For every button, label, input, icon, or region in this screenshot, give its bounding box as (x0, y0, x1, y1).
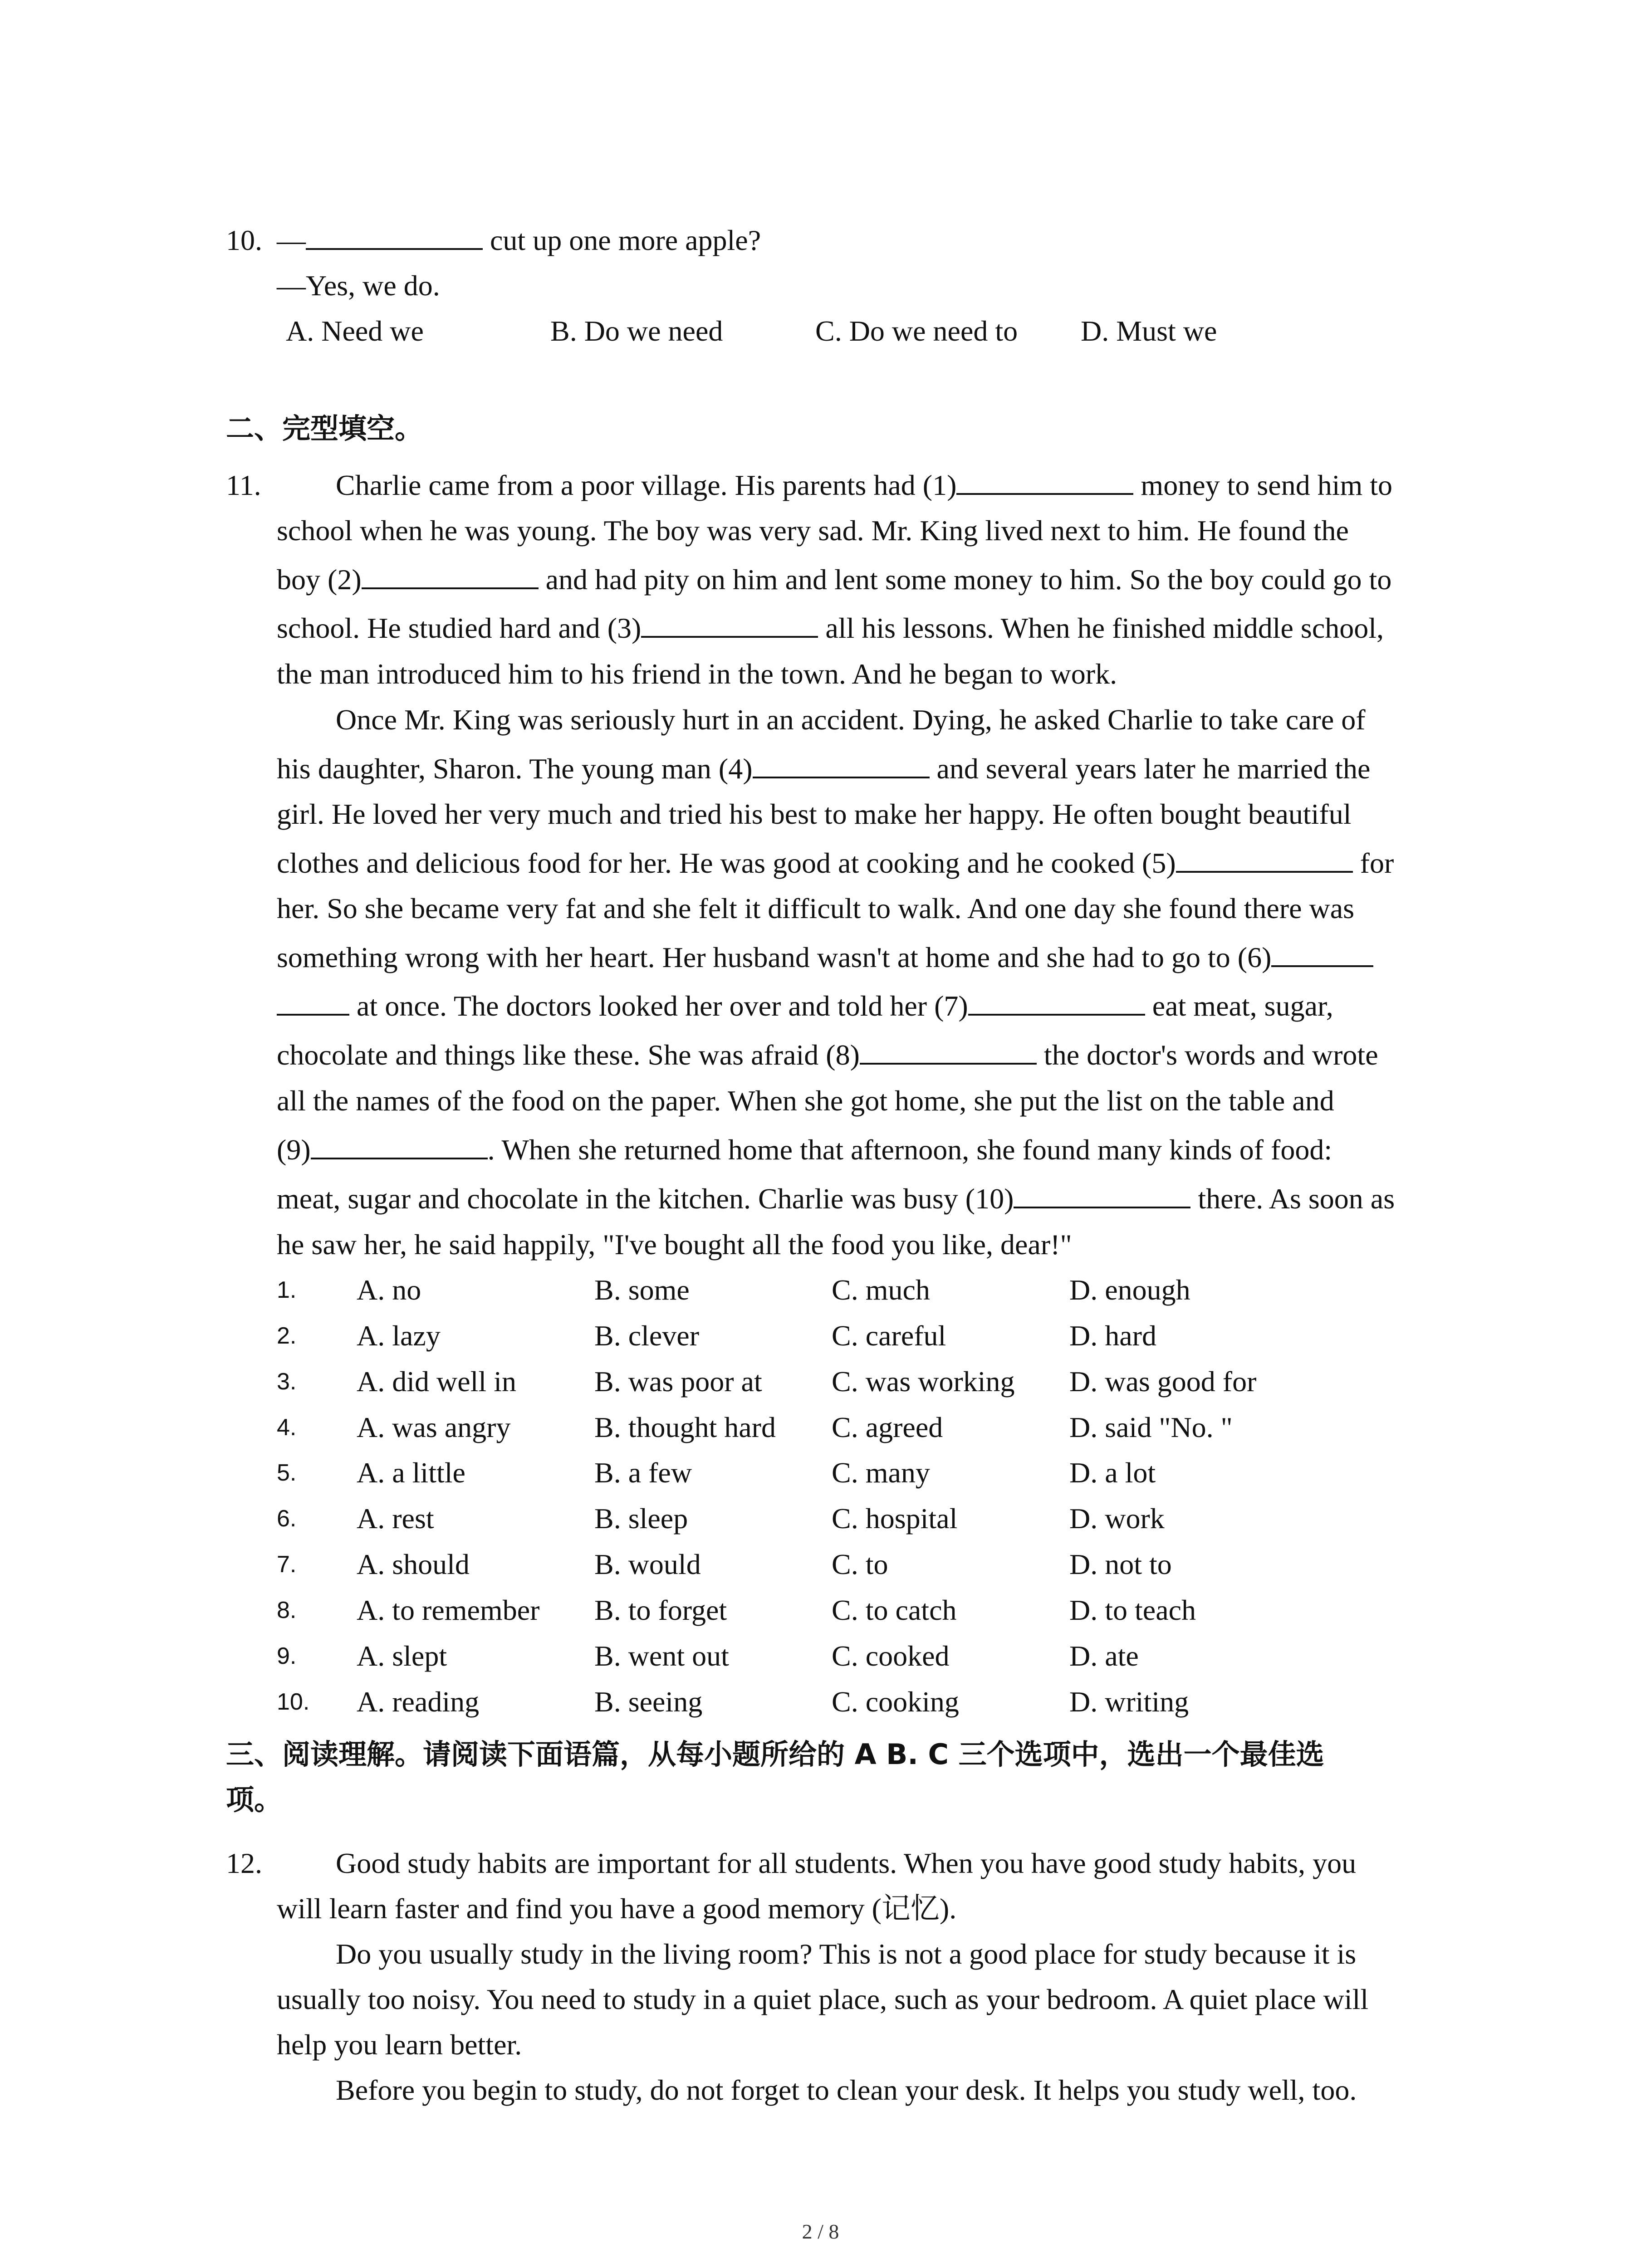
blank-1 (956, 467, 1133, 495)
choice-10-a[interactable]: A. reading (357, 1686, 480, 1718)
page-number: 2 / 8 (802, 2220, 839, 2243)
choice-5-d[interactable]: D. a lot (1069, 1457, 1156, 1489)
choice-number: 10. (277, 1689, 310, 1715)
choice-7-b[interactable]: B. would (594, 1548, 701, 1580)
q10-line1 (277, 218, 761, 263)
blank-4 (753, 750, 930, 778)
choice-1-c[interactable]: C. much (832, 1274, 930, 1306)
passage-line: boy (2) and had pity on him and lent some money to him. So the boy could go to (277, 557, 1391, 602)
section3-heading-cont: 项。 (226, 1783, 283, 1816)
choice-5-b[interactable]: B. a few (594, 1457, 692, 1489)
choice-2-d[interactable]: D. hard (1069, 1320, 1156, 1352)
choice-9-a[interactable]: A. slept (357, 1640, 447, 1672)
section3-heading: 三、阅读理解。请阅读下面语篇，从每小题所给的 A B. C 三个选项中，选出一个最佳选 (226, 1738, 1324, 1771)
choice-number: 8. (277, 1597, 297, 1623)
passage-line: something wrong with her heart. Her husband wasn't at home and she had to go to (6) (277, 935, 1373, 980)
passage-line: at once. The doctors looked her over and told her (7) eat meat, sugar, (277, 983, 1333, 1029)
choice-3-b[interactable]: B. was poor at (594, 1365, 762, 1398)
passage-line: clothes and delicious food for her. He was good at cooking and he cooked (5) for (277, 841, 1394, 886)
section2-heading: 二、完型填空。 (226, 412, 423, 445)
passage-line: school. He studied hard and (3) all his lessons. When he finished middle school, (277, 606, 1384, 651)
q11-number: 11. (226, 469, 261, 501)
passage-line: chocolate and things like these. She was afraid (8) the doctor's words and wrote (277, 1032, 1378, 1078)
choice-5-c[interactable]: C. many (832, 1457, 930, 1489)
choice-6-a[interactable]: A. rest (357, 1502, 434, 1535)
reading-line: will learn faster and find you have a good memory (记忆). (277, 1892, 957, 1925)
blank-5 (1176, 845, 1353, 873)
passage-line: the man introduced him to his friend in the town. And he began to work. (277, 658, 1117, 690)
choice-6-c[interactable]: C. hospital (832, 1502, 958, 1535)
choice-3-c[interactable]: C. was working (832, 1365, 1015, 1398)
q10-line2: —Yes, we do. (277, 269, 440, 302)
choice-3-a[interactable]: A. did well in (357, 1365, 516, 1398)
choice-10-b[interactable]: B. seeing (594, 1686, 703, 1718)
blank-10 (1014, 1180, 1190, 1208)
choice-4-a[interactable]: A. was angry (357, 1411, 511, 1443)
blank-6a (1271, 939, 1373, 967)
choice-4-b[interactable]: B. thought hard (594, 1411, 776, 1443)
passage-line: (9) . When she returned home that afternoon, she found many kinds of food: (277, 1127, 1332, 1173)
passage-line: school when he was young. The boy was very sad. Mr. King lived next to him. He found the (277, 514, 1349, 547)
blank-2 (362, 561, 539, 589)
reading-line: usually too noisy. You need to study in a quiet place, such as your bedroom. A quiet place will (277, 1983, 1369, 2015)
choice-number: 4. (277, 1414, 297, 1441)
reading-line: Good study habits are important for all students. When you have good study habits, you (336, 1847, 1357, 1879)
choice-4-d[interactable]: D. said "No. " (1069, 1411, 1233, 1443)
passage-line: all the names of the food on the paper. When she got home, she put the list on the table and (277, 1085, 1334, 1117)
choice-3-d[interactable]: D. was good for (1069, 1365, 1257, 1398)
choice-8-c[interactable]: C. to catch (832, 1594, 957, 1626)
q10-dash: — (277, 224, 306, 256)
choice-4-c[interactable]: C. agreed (832, 1411, 943, 1443)
q10-line1-text: cut up one more apple? (483, 224, 761, 256)
choice-number: 1. (277, 1277, 297, 1303)
choice-number: 5. (277, 1460, 297, 1486)
blank-8 (860, 1036, 1037, 1065)
choice-1-d[interactable]: D. enough (1069, 1274, 1190, 1306)
choice-number: 3. (277, 1369, 297, 1395)
choice-number: 2. (277, 1323, 297, 1349)
passage-line: Charlie came from a poor village. His parents had (1) money to send him to (336, 463, 1392, 508)
choice-2-a[interactable]: A. lazy (357, 1320, 441, 1352)
choice-number: 7. (277, 1551, 297, 1578)
choice-2-b[interactable]: B. clever (594, 1320, 699, 1352)
choice-5-a[interactable]: A. a little (357, 1457, 465, 1489)
choice-6-d[interactable]: D. work (1069, 1502, 1165, 1535)
passage-line: meat, sugar and chocolate in the kitchen. Charlie was busy (10) there. As soon as (277, 1176, 1395, 1222)
choice-9-c[interactable]: C. cooked (832, 1640, 950, 1672)
choice-number: 6. (277, 1505, 297, 1532)
q10-option-a[interactable]: A. Need we (286, 315, 424, 347)
q10-option-d[interactable]: D. Must we (1081, 315, 1217, 347)
q10-option-c[interactable]: C. Do we need to (815, 315, 1018, 347)
reading-line: help you learn better. (277, 2028, 522, 2061)
choice-7-c[interactable]: C. to (832, 1548, 888, 1580)
passage-line: her. So she became very fat and she felt it difficult to walk. And one day she found there was (277, 892, 1355, 924)
reading-line: Do you usually study in the living room? This is not a good place for study because it is (336, 1938, 1357, 1970)
choice-6-b[interactable]: B. sleep (594, 1502, 688, 1535)
q10-number: 10. (226, 224, 262, 256)
q12-number: 12. (226, 1847, 262, 1879)
choice-1-b[interactable]: B. some (594, 1274, 690, 1306)
choice-1-a[interactable]: A. no (357, 1274, 421, 1306)
blank-6b (277, 987, 349, 1016)
blank-7 (968, 987, 1145, 1016)
passage-line: girl. He loved her very much and tried his best to make her happy. He often bought beautiful (277, 798, 1352, 830)
choice-7-d[interactable]: D. not to (1069, 1548, 1172, 1580)
passage-line: his daughter, Sharon. The young man (4) and several years later he married the (277, 746, 1370, 792)
choice-9-b[interactable]: B. went out (594, 1640, 729, 1672)
choice-7-a[interactable]: A. should (357, 1548, 470, 1580)
reading-line: Before you begin to study, do not forget to clean your desk. It helps you study well, too. (336, 2074, 1357, 2106)
choice-9-d[interactable]: D. ate (1069, 1640, 1139, 1672)
q10-option-b[interactable]: B. Do we need (550, 315, 723, 347)
choice-10-d[interactable]: D. writing (1069, 1686, 1189, 1718)
blank-9 (311, 1131, 488, 1159)
choice-8-b[interactable]: B. to forget (594, 1594, 727, 1626)
passage-line: he saw her, he said happily, "I've bought all the food you like, dear!" (277, 1228, 1072, 1261)
choice-8-a[interactable]: A. to remember (357, 1594, 540, 1626)
choice-2-c[interactable]: C. careful (832, 1320, 946, 1352)
choice-10-c[interactable]: C. cooking (832, 1686, 959, 1718)
passage-line: Once Mr. King was seriously hurt in an accident. Dying, he asked Charlie to take care of (336, 704, 1366, 736)
blank-3 (641, 610, 818, 638)
choice-8-d[interactable]: D. to teach (1069, 1594, 1196, 1626)
q10-blank (306, 222, 483, 250)
choice-number: 9. (277, 1643, 297, 1669)
